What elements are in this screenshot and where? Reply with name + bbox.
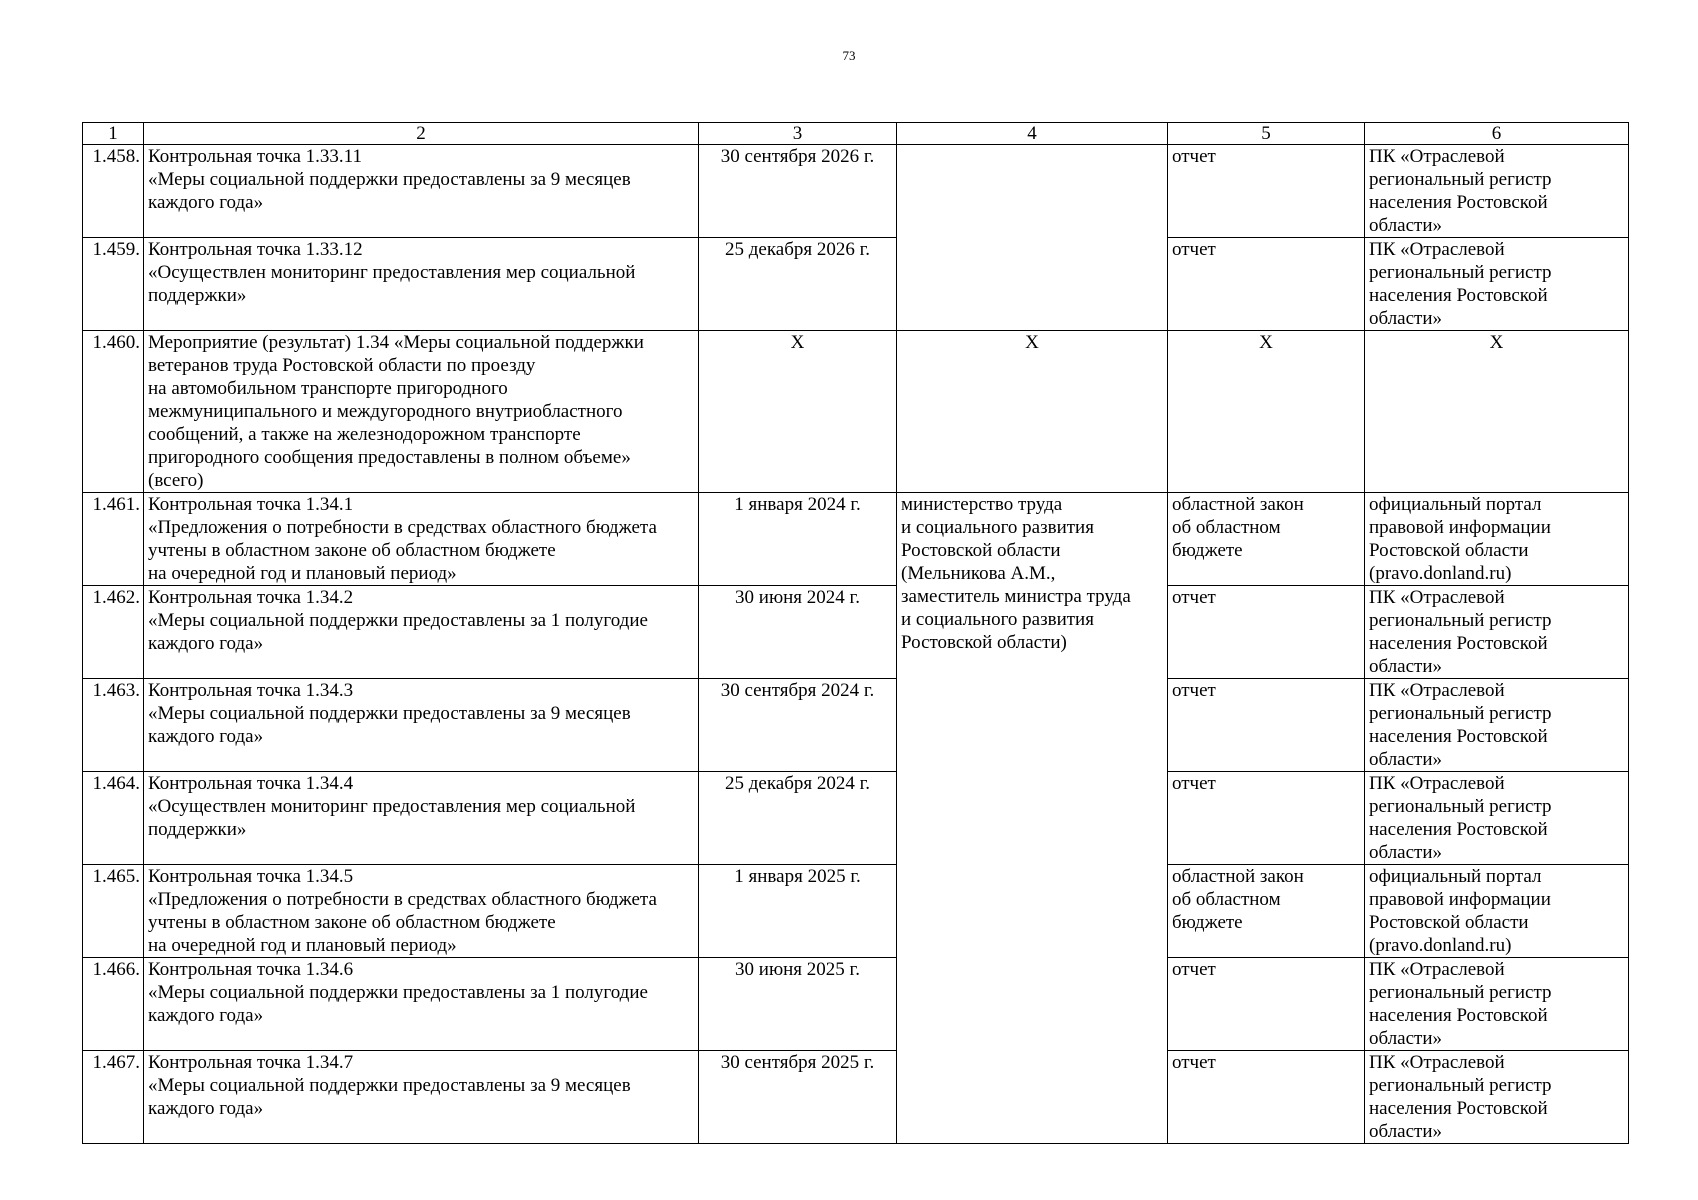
- deadline: 30 сентября 2025 г.: [699, 1051, 897, 1144]
- deadline: 25 декабря 2024 г.: [699, 772, 897, 865]
- column-number-row: [83, 123, 1629, 145]
- event-name: Контрольная точка 1.34.3 «Меры социальной поддержки предоставлены за 9 месяцев каждого года»: [144, 679, 699, 772]
- event-name: Контрольная точка 1.34.1 «Предложения о потребности в средствах областного бюджета учтены в областном законе об областном бюджете на очередной год и плановый период»: [144, 493, 699, 586]
- info-system: официальный портал правовой информации Ростовской области (pravo.donland.ru): [1365, 493, 1629, 586]
- info-system: ПК «Отраслевой региональный регистр населения Ростовской области»: [1365, 586, 1629, 679]
- deadline: 30 июня 2025 г.: [699, 958, 897, 1051]
- info-system: ПК «Отраслевой региональный регистр населения Ростовской области»: [1365, 772, 1629, 865]
- table-row: [83, 586, 1629, 679]
- row-number: 1.463.: [83, 679, 144, 772]
- info-system: ПК «Отраслевой региональный регистр населения Ростовской области»: [1365, 679, 1629, 772]
- row-number: 1.459.: [83, 238, 144, 331]
- column-header: 5: [1168, 123, 1365, 145]
- info-system: ПК «Отраслевой региональный регистр населения Ростовской области»: [1365, 1051, 1629, 1144]
- page-number: 73: [842, 48, 856, 63]
- deadline: 30 сентября 2026 г.: [699, 145, 897, 238]
- row-number: 1.467.: [83, 1051, 144, 1144]
- responsible: министерство труда и социального развития Ростовской области (Мельникова А.М., заместитель министра труда и социального развития Ростовской области): [897, 493, 1168, 1144]
- table-row: [83, 145, 1629, 238]
- responsible: X: [897, 331, 1168, 493]
- info-system: ПК «Отраслевой региональный регистр населения Ростовской области»: [1365, 958, 1629, 1051]
- document-type: отчет: [1168, 1051, 1365, 1144]
- table-row: [83, 493, 1629, 586]
- row-number: 1.466.: [83, 958, 144, 1051]
- event-name: Контрольная точка 1.33.12 «Осуществлен мониторинг предоставления мер социальной поддержки»: [144, 238, 699, 331]
- column-header: 6: [1365, 123, 1629, 145]
- plan-table: [82, 122, 1629, 1144]
- row-number: 1.462.: [83, 586, 144, 679]
- table-row: [83, 958, 1629, 1051]
- document-type: областной закон об областном бюджете: [1168, 493, 1365, 586]
- row-number: 1.465.: [83, 865, 144, 958]
- table-row: [83, 238, 1629, 331]
- event-name: Мероприятие (результат) 1.34 «Меры социальной поддержки ветеранов труда Ростовской области по проезду на автомобильном транспорте пригородного межмуниципального и междугородного внутриобластного сообщений, а также на железнодорожном транспорте пригородного сообщения предоставлены в полном объеме» (всего): [144, 331, 699, 493]
- row-number: 1.458.: [83, 145, 144, 238]
- event-name: Контрольная точка 1.34.6 «Меры социальной поддержки предоставлены за 1 полугодие каждого года»: [144, 958, 699, 1051]
- event-name: Контрольная точка 1.33.11 «Меры социальной поддержки предоставлены за 9 месяцев каждого года»: [144, 145, 699, 238]
- column-header: 3: [699, 123, 897, 145]
- event-name: Контрольная точка 1.34.7 «Меры социальной поддержки предоставлены за 9 месяцев каждого года»: [144, 1051, 699, 1144]
- document-type: X: [1168, 331, 1365, 493]
- document-type: отчет: [1168, 958, 1365, 1051]
- document-type: отчет: [1168, 586, 1365, 679]
- row-number: 1.464.: [83, 772, 144, 865]
- column-header: 1: [83, 123, 144, 145]
- document-type: отчет: [1168, 679, 1365, 772]
- event-name: Контрольная точка 1.34.5 «Предложения о потребности в средствах областного бюджета учтены в областном законе об областном бюджете на очередной год и плановый период»: [144, 865, 699, 958]
- event-name: Контрольная точка 1.34.4 «Осуществлен мониторинг предоставления мер социальной поддержки»: [144, 772, 699, 865]
- document-type: отчет: [1168, 238, 1365, 331]
- info-system: ПК «Отраслевой региональный регистр населения Ростовской области»: [1365, 145, 1629, 238]
- table-row: [83, 331, 1629, 493]
- document-type: отчет: [1168, 772, 1365, 865]
- table-row: [83, 772, 1629, 865]
- event-name: Контрольная точка 1.34.2 «Меры социальной поддержки предоставлены за 1 полугодие каждого года»: [144, 586, 699, 679]
- table-row: [83, 865, 1629, 958]
- table-row: [83, 679, 1629, 772]
- deadline: 30 сентября 2024 г.: [699, 679, 897, 772]
- table-row: [83, 1051, 1629, 1144]
- deadline: 30 июня 2024 г.: [699, 586, 897, 679]
- row-number: 1.461.: [83, 493, 144, 586]
- document-type: областной закон об областном бюджете: [1168, 865, 1365, 958]
- column-header: 4: [897, 123, 1168, 145]
- info-system: X: [1365, 331, 1629, 493]
- column-header: 2: [144, 123, 699, 145]
- deadline: 25 декабря 2026 г.: [699, 238, 897, 331]
- row-number: 1.460.: [83, 331, 144, 493]
- responsible-cell-empty: [897, 145, 1168, 331]
- document-type: отчет: [1168, 145, 1365, 238]
- info-system: ПК «Отраслевой региональный регистр населения Ростовской области»: [1365, 238, 1629, 331]
- info-system: официальный портал правовой информации Ростовской области (pravo.donland.ru): [1365, 865, 1629, 958]
- deadline: 1 января 2025 г.: [699, 865, 897, 958]
- deadline: 1 января 2024 г.: [699, 493, 897, 586]
- deadline: X: [699, 331, 897, 493]
